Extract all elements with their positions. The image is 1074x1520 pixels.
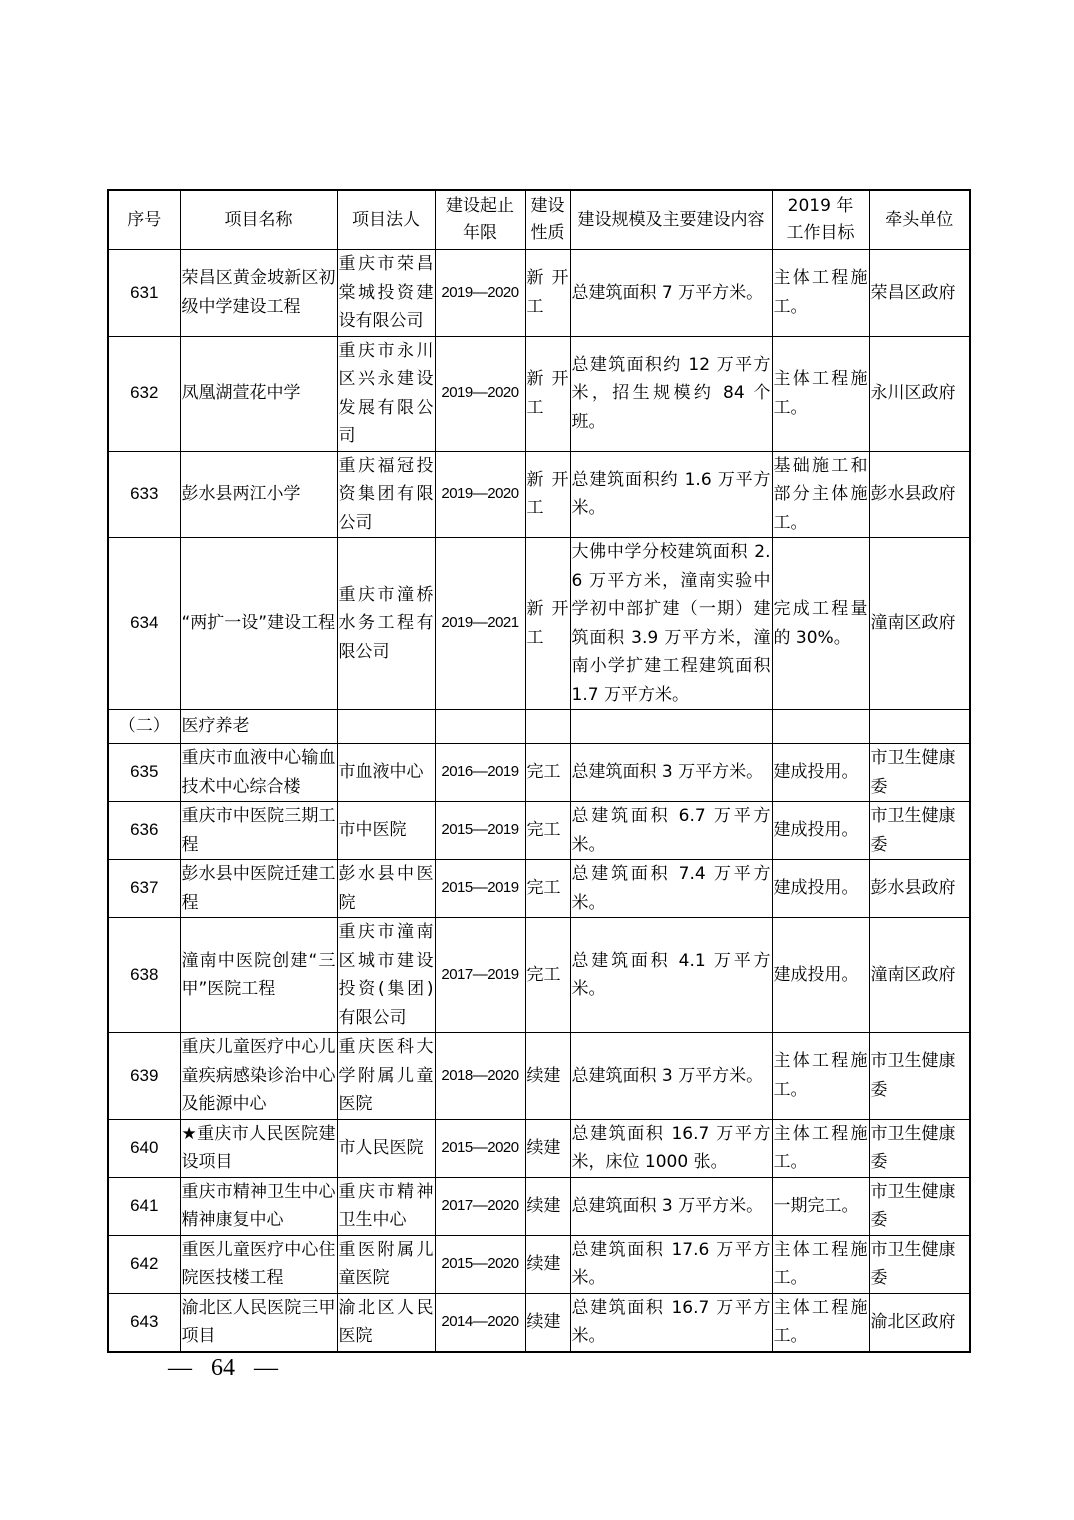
table-row [108, 336, 970, 451]
cell-target: 建成投用。 [772, 860, 869, 918]
cell-name: 重庆市血液中心输血技术中心综合楼 [180, 744, 337, 802]
cell-legal: 市人民医院 [337, 1119, 435, 1177]
header-target: 2019 年工作目标 [772, 190, 869, 250]
cell-nature: 续建 [525, 1293, 570, 1352]
cell-legal: 重庆市荣昌棠城投资建设有限公司 [337, 250, 435, 337]
cell-seq: 638 [108, 918, 180, 1033]
table-row [108, 451, 970, 538]
table-row [108, 860, 970, 918]
cell-legal: 重庆福冠投资集团有限公司 [337, 451, 435, 538]
cell-scale: 总建筑面积 3 万平方米。 [570, 744, 772, 802]
cell-scale: 总建筑面积 6.7 万平方米。 [570, 802, 772, 860]
header-row [108, 190, 970, 250]
section-row [108, 710, 970, 744]
table-row [108, 1033, 970, 1120]
cell-nature: 完工 [525, 860, 570, 918]
empty-cell [869, 710, 970, 744]
table-row [108, 918, 970, 1033]
cell-period: 2019—2020 [435, 250, 525, 337]
cell-nature: 完工 [525, 802, 570, 860]
empty-cell [570, 710, 772, 744]
cell-lead: 市卫生健康委 [869, 802, 970, 860]
empty-cell [435, 710, 525, 744]
cell-lead: 市卫生健康委 [869, 744, 970, 802]
cell-nature: 续建 [525, 1119, 570, 1177]
cell-nature: 新开工 [525, 336, 570, 451]
cell-target: 建成投用。 [772, 918, 869, 1033]
cell-nature: 完工 [525, 744, 570, 802]
table-row [108, 1235, 970, 1293]
cell-name: 渝北区人民医院三甲项目 [180, 1293, 337, 1352]
table-row [108, 538, 970, 710]
cell-name: 重庆市精神卫生中心精神康复中心 [180, 1177, 337, 1235]
header-nature: 建设性质 [525, 190, 570, 250]
table-row [108, 1119, 970, 1177]
cell-period: 2017—2019 [435, 918, 525, 1033]
cell-period: 2015—2020 [435, 1235, 525, 1293]
header-name: 项目名称 [180, 190, 337, 250]
cell-seq: 632 [108, 336, 180, 451]
cell-period: 2019—2020 [435, 451, 525, 538]
cell-lead: 潼南区政府 [869, 538, 970, 710]
cell-period: 2017—2020 [435, 1177, 525, 1235]
cell-target: 主体工程施工。 [772, 1235, 869, 1293]
cell-nature: 续建 [525, 1033, 570, 1120]
table-row [108, 1293, 970, 1352]
cell-name: 凤凰湖萱花中学 [180, 336, 337, 451]
project-table [107, 189, 971, 1353]
footer-dash-left: — [168, 1355, 192, 1381]
cell-name: 彭水县中医院迁建工程 [180, 860, 337, 918]
header-legal: 项目法人 [337, 190, 435, 250]
cell-scale: 总建筑面积约 1.6 万平方米。 [570, 451, 772, 538]
cell-lead: 渝北区政府 [869, 1293, 970, 1352]
cell-seq: 631 [108, 250, 180, 337]
cell-legal: 市血液中心 [337, 744, 435, 802]
cell-nature: 续建 [525, 1235, 570, 1293]
table-row [108, 250, 970, 337]
cell-nature: 新开工 [525, 250, 570, 337]
cell-lead: 永川区政府 [869, 336, 970, 451]
cell-legal: 重庆医科大学附属儿童医院 [337, 1033, 435, 1120]
table-row [108, 1177, 970, 1235]
cell-period: 2019—2021 [435, 538, 525, 710]
cell-legal: 重庆市潼南区城市建设投资(集团)有限公司 [337, 918, 435, 1033]
cell-scale: 总建筑面积 3 万平方米。 [570, 1177, 772, 1235]
section-title: 医疗养老 [180, 710, 337, 744]
cell-name: 彭水县两江小学 [180, 451, 337, 538]
cell-scale: 总建筑面积 16.7 万平方米。 [570, 1293, 772, 1352]
cell-scale: 总建筑面积约 12 万平方米，招生规模约 84 个班。 [570, 336, 772, 451]
cell-legal: 重庆市永川区兴永建设发展有限公司 [337, 336, 435, 451]
cell-period: 2015—2020 [435, 1119, 525, 1177]
cell-target: 主体工程施工。 [772, 250, 869, 337]
cell-target: 主体工程施工。 [772, 336, 869, 451]
cell-name: 重庆市中医院三期工程 [180, 802, 337, 860]
cell-target: 一期完工。 [772, 1177, 869, 1235]
cell-name: 重庆儿童医疗中心儿童疾病感染诊治中心及能源中心 [180, 1033, 337, 1120]
cell-scale: 总建筑面积 7.4 万平方米。 [570, 860, 772, 918]
cell-scale: 总建筑面积 16.7 万平方米，床位 1000 张。 [570, 1119, 772, 1177]
cell-lead: 市卫生健康委 [869, 1033, 970, 1120]
cell-target: 主体工程施工。 [772, 1033, 869, 1120]
cell-target: 主体工程施工。 [772, 1293, 869, 1352]
header-period: 建设起止年限 [435, 190, 525, 250]
cell-period: 2015—2019 [435, 802, 525, 860]
cell-scale: 大佛中学分校建筑面积 2.6 万平方米，潼南实验中学初中部扩建（一期）建筑面积 3.9 万平方米，潼南小学扩建工程建筑面积 1.7 万平方米。 [570, 538, 772, 710]
cell-scale: 总建筑面积 4.1 万平方米。 [570, 918, 772, 1033]
cell-lead: 市卫生健康委 [869, 1177, 970, 1235]
cell-scale: 总建筑面积 17.6 万平方米。 [570, 1235, 772, 1293]
cell-lead: 市卫生健康委 [869, 1235, 970, 1293]
header-seq: 序号 [108, 190, 180, 250]
cell-seq: 639 [108, 1033, 180, 1120]
cell-legal: 重庆市潼桥水务工程有限公司 [337, 538, 435, 710]
cell-lead: 市卫生健康委 [869, 1119, 970, 1177]
cell-lead: 彭水县政府 [869, 860, 970, 918]
cell-lead: 潼南区政府 [869, 918, 970, 1033]
footer-dash-right: — [254, 1355, 278, 1381]
cell-nature: 完工 [525, 918, 570, 1033]
cell-period: 2019—2020 [435, 336, 525, 451]
section-seq: （二） [108, 710, 180, 744]
cell-seq: 634 [108, 538, 180, 710]
page-number: 64 [211, 1355, 235, 1381]
cell-seq: 637 [108, 860, 180, 918]
empty-cell [337, 710, 435, 744]
cell-target: 基础施工和部分主体施工。 [772, 451, 869, 538]
cell-legal: 重庆市精神卫生中心 [337, 1177, 435, 1235]
cell-nature: 续建 [525, 1177, 570, 1235]
cell-legal: 重医附属儿童医院 [337, 1235, 435, 1293]
cell-seq: 633 [108, 451, 180, 538]
cell-name: 潼南中医院创建“三甲”医院工程 [180, 918, 337, 1033]
cell-scale: 总建筑面积 7 万平方米。 [570, 250, 772, 337]
cell-lead: 彭水县政府 [869, 451, 970, 538]
cell-period: 2016—2019 [435, 744, 525, 802]
cell-period: 2015—2019 [435, 860, 525, 918]
cell-target: 主体工程施工。 [772, 1119, 869, 1177]
table-row [108, 744, 970, 802]
cell-name: 荣昌区黄金坡新区初级中学建设工程 [180, 250, 337, 337]
cell-scale: 总建筑面积 3 万平方米。 [570, 1033, 772, 1120]
cell-seq: 641 [108, 1177, 180, 1235]
header-lead: 牵头单位 [869, 190, 970, 250]
cell-period: 2018—2020 [435, 1033, 525, 1120]
page-footer [168, 1348, 278, 1388]
cell-name: 重医儿童医疗中心住院医技楼工程 [180, 1235, 337, 1293]
cell-target: 完成工程量的 30%。 [772, 538, 869, 710]
empty-cell [772, 710, 869, 744]
cell-seq: 635 [108, 744, 180, 802]
cell-seq: 642 [108, 1235, 180, 1293]
table-row [108, 802, 970, 860]
cell-nature: 新开工 [525, 538, 570, 710]
cell-name: ★重庆市人民医院建设项目 [180, 1119, 337, 1177]
cell-lead: 荣昌区政府 [869, 250, 970, 337]
cell-legal: 市中医院 [337, 802, 435, 860]
cell-legal: 渝北区人民医院 [337, 1293, 435, 1352]
cell-target: 建成投用。 [772, 744, 869, 802]
cell-period: 2014—2020 [435, 1293, 525, 1352]
empty-cell [525, 710, 570, 744]
header-scale: 建设规模及主要建设内容 [570, 190, 772, 250]
cell-seq: 640 [108, 1119, 180, 1177]
cell-seq: 643 [108, 1293, 180, 1352]
cell-nature: 新开工 [525, 451, 570, 538]
cell-target: 建成投用。 [772, 802, 869, 860]
cell-seq: 636 [108, 802, 180, 860]
cell-name: “两扩一设”建设工程 [180, 538, 337, 710]
cell-legal: 彭水县中医院 [337, 860, 435, 918]
